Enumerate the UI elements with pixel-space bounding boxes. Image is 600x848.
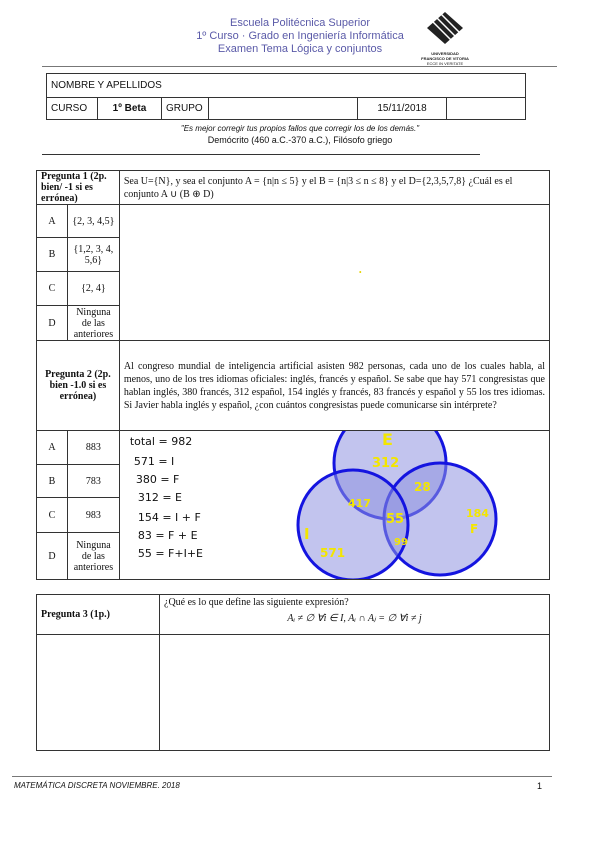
exam-title: Examen Tema Lógica y conjuntos (217, 43, 383, 55)
q1-title: Pregunta 1 (2p. bien/ -1 si es errónea) (37, 171, 120, 205)
course-value: 1º Beta (98, 98, 162, 120)
venn-label-i: I (303, 525, 310, 543)
footer-divider (12, 776, 552, 777)
q1-option-b-text: {1,2, 3, 4, 5,6} (68, 238, 120, 272)
q1-statement: Sea U={N}, y sea el conjunto A = {n|n ≤ 5} y el B = {n|3 ≤ n ≤ 8} y el D={2,3,5,7,8} ¿Cuál es el conjunto A ∪ (B ⊕ D) (119, 171, 549, 205)
q2-option-a-text: 883 (68, 431, 120, 465)
q1-option-d-text: Ninguna de las anteriores (68, 306, 120, 341)
q3-answer-area[interactable] (160, 635, 550, 751)
hw-line-3: 380 = F (135, 473, 180, 486)
q2-option-b-letter[interactable]: B (37, 464, 68, 498)
venn-label-ef: 28 (413, 480, 431, 494)
hw-line-7: 55 = F+I+E (137, 547, 203, 560)
hw-line-6: 83 = F + E (137, 529, 198, 542)
quote-text: "Es mejor corregir tus propios fallos que corregir los de los demás." (180, 124, 420, 133)
course-degree: 1º Curso · Grado en Ingeniería Informática (196, 30, 404, 42)
student-info-table (46, 73, 526, 120)
blank-cell (447, 98, 526, 120)
venn-label-i-value: 571 (319, 546, 345, 560)
group-value[interactable] (209, 98, 358, 120)
q2-option-c-text: 983 (68, 498, 120, 533)
q1-option-a-text: {2, 3, 4,5} (68, 205, 120, 238)
university-logo (420, 10, 470, 66)
q2-option-c-letter[interactable]: C (37, 498, 68, 533)
q2-statement: Al congreso mundial de inteligencia artificial asisten 982 personas, cada uno de los cuales habla, al menos, uno de los tres idiomas oficiales: inglés, francés y español. Se sabe que hay 571 congresistas que hablan inglés, 380 francés, 312 español, 154 inglés y francés, 83 francés y español y 55 los tres idiomas. Si Javier habla inglés y español, ¿con cuántos congresistas puede comunicarse sin intérprete? (119, 341, 549, 431)
q1-option-a-letter[interactable]: A (37, 205, 68, 238)
q3-formula: Aᵢ ≠ ∅ ∀i ∈ I, Aᵢ ∩ Aⱼ = ∅ ∀i ≠ j (287, 613, 422, 624)
q1-option-b-letter[interactable]: B (37, 238, 68, 272)
q2-option-b-text: 783 (68, 464, 120, 498)
venn-label-f-value: 184 (465, 507, 489, 520)
logo-text-3: ECCE IN VERITATE (426, 61, 464, 66)
school-name: Escuela Politécnica Superior (229, 17, 371, 29)
quote-author: Demócrito (460 a.C.-370 a.C.), Filósofo griego (207, 135, 393, 145)
venn-label-if: 417 (347, 497, 371, 510)
hw-line-4: 312 = E (137, 491, 182, 504)
exam-date: 15/11/2018 (358, 98, 447, 120)
q3-statement: ¿Qué es lo que define las siguiente expresión? (164, 597, 349, 608)
q2-title: Pregunta 2 (2p. bien -1.0 si es errónea) (37, 341, 120, 431)
questions-table (36, 170, 550, 580)
q3-blank-left (37, 635, 160, 751)
q3-table (36, 594, 550, 751)
header-divider (42, 66, 557, 67)
q3-statement-cell (160, 595, 550, 635)
hw-line-1: total = 982 (129, 435, 193, 448)
venn-label-ie: 99 (393, 537, 408, 548)
course-label: CURSO (47, 98, 98, 120)
q2-answer-area (119, 431, 549, 580)
venn-label-e: E (381, 430, 393, 449)
page-number: 1 (537, 781, 543, 791)
venn-diagram (290, 431, 504, 579)
q2-option-d-text: Ninguna de las anteriores (68, 533, 120, 580)
yellow-dot-icon: • (358, 267, 362, 277)
q1-answer-area (119, 205, 549, 341)
hw-line-5: 154 = I + F (137, 511, 201, 524)
name-label: NOMBRE Y APELLIDOS (47, 74, 526, 98)
venn-label-f: F (469, 522, 479, 536)
logo-emblem-icon (425, 10, 465, 46)
logo-text-2: FRANCISCO DE VITORIA (421, 56, 469, 61)
group-label: GRUPO (162, 98, 209, 120)
q2-option-a-letter[interactable]: A (37, 431, 68, 465)
quote-divider (42, 154, 480, 155)
q3-title: Pregunta 3 (1p.) (37, 595, 160, 635)
logo-text-1: UNIVERSIDAD (431, 51, 459, 56)
venn-label-center: 55 (385, 512, 404, 527)
q1-option-c-text: {2, 4} (68, 272, 120, 306)
q1-option-d-letter[interactable]: D (37, 306, 68, 341)
hw-line-2: 571 = I (133, 455, 175, 468)
venn-label-e-value: 312 (371, 456, 399, 471)
footer-course: MATEMÁTICA DISCRETA NOVIEMBRE. 2018 (14, 781, 180, 790)
q2-option-d-letter[interactable]: D (37, 533, 68, 580)
q1-option-c-letter[interactable]: C (37, 272, 68, 306)
